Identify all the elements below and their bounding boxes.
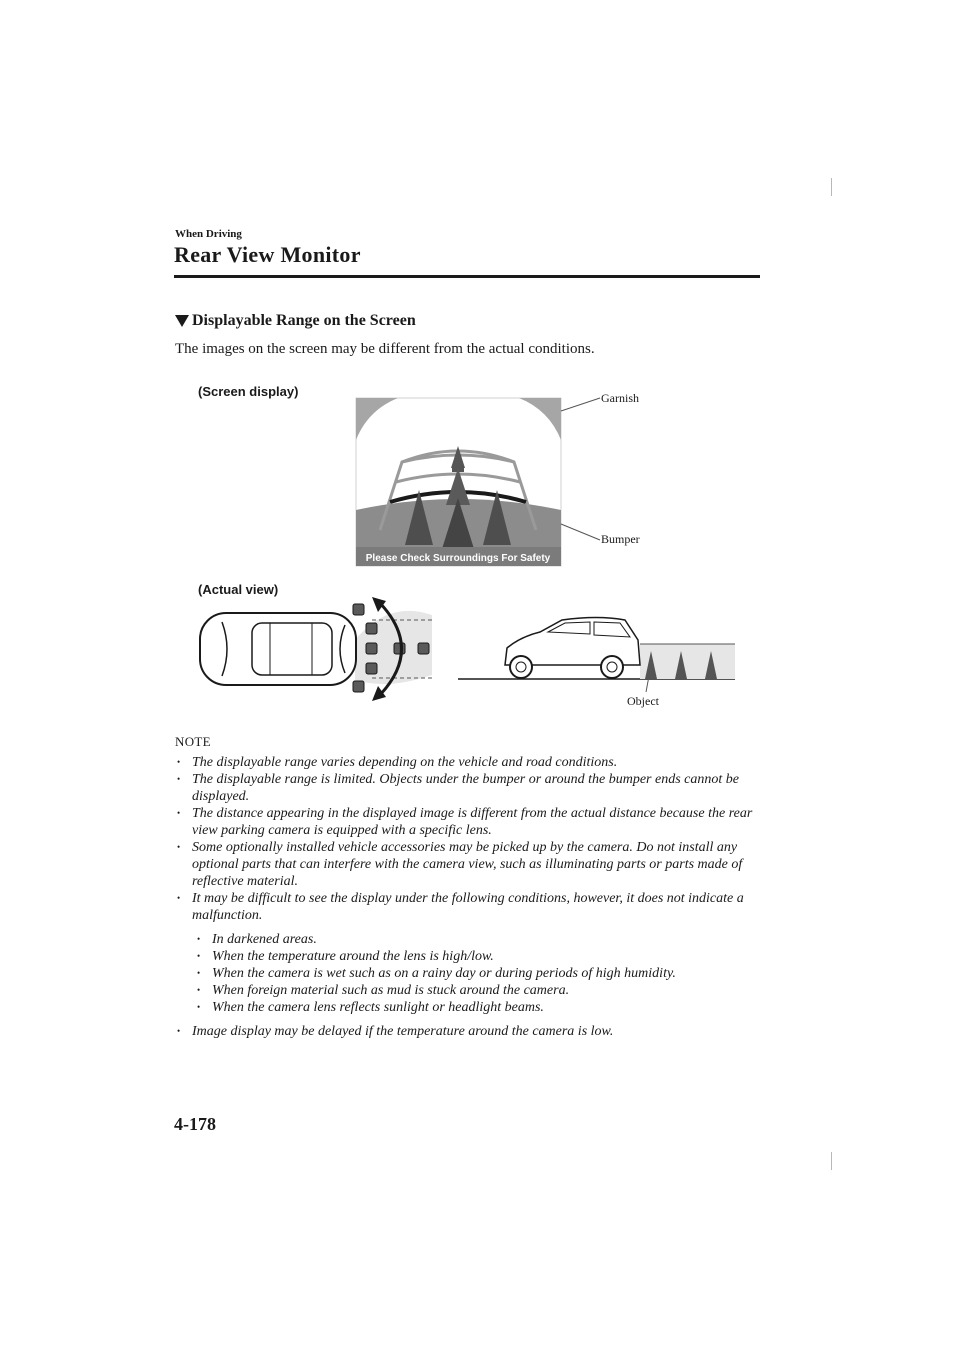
garnish-callout: Garnish	[601, 391, 639, 405]
note-sub-item: • When foreign material such as mud is stuck around the camera.	[195, 982, 765, 999]
object-callout: Object	[627, 694, 659, 708]
side-view-car	[458, 618, 735, 693]
intro-text: The images on the screen may be different from the actual conditions.	[175, 341, 595, 357]
bumper-callout: Bumper	[601, 532, 640, 546]
note-sub-list	[195, 931, 765, 1016]
subsection-title: Displayable Range on the Screen	[192, 312, 416, 329]
note-item: • Image display may be delayed if the temperature around the camera is low.	[175, 1023, 765, 1040]
note-item: • The distance appearing in the displayed image is different from the actual distance because the rear view parking camera is equipped with a specific lens.	[175, 805, 765, 839]
note-sub-item: • When the temperature around the lens is high/low.	[195, 948, 765, 965]
note-item: • The displayable range varies depending on the vehicle and road conditions.	[175, 754, 765, 771]
note-sub-item: • When the camera is wet such as on a rainy day or during periods of high humidity.	[195, 965, 765, 982]
top-view-car	[200, 597, 432, 701]
actual-view-label: (Actual view)	[198, 582, 279, 597]
page-number: 4-178	[174, 1114, 216, 1134]
crop-mark-bottom	[831, 1152, 832, 1170]
section-label: When Driving	[175, 228, 242, 240]
note-sub-item: • In darkened areas.	[195, 931, 765, 948]
screen-display-image	[356, 398, 600, 566]
note-list	[175, 754, 765, 1040]
note-heading: NOTE	[175, 734, 211, 749]
note-sub-item: • When the camera lens reflects sunlight or headlight beams.	[195, 999, 765, 1016]
screen-display-label: (Screen display)	[198, 384, 299, 399]
screen-banner: Please Check Surroundings For Safety	[365, 553, 551, 564]
page-title: Rear View Monitor	[174, 242, 361, 267]
note-item: • The displayable range is limited. Objects under the bumper or around the bumper ends cannot be displayed.	[175, 771, 765, 805]
note-item: • Some optionally installed vehicle accessories may be picked up by the camera. Do not install any optional parts that can interfere with the camera view, such as illuminating parts or parts made of reflective material.	[175, 839, 765, 890]
note-item: • It may be difficult to see the display under the following conditions, however, it does not indicate a malfunction.	[175, 890, 765, 924]
